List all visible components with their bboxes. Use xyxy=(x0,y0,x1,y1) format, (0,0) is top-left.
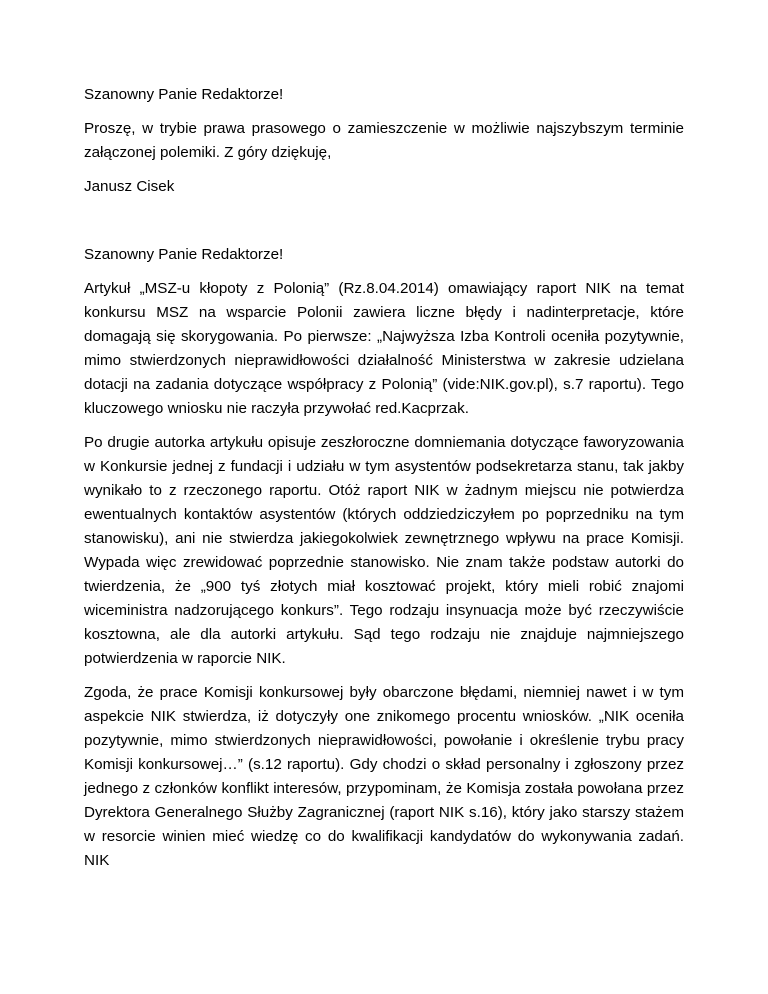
letter1-greeting: Szanowny Panie Redaktorze! xyxy=(84,86,284,103)
letter-separator xyxy=(84,209,684,243)
document-page xyxy=(84,83,684,883)
letter2-paragraph-2: Po drugie autorka artykułu opisuje zeszłoroczne domniemania dotyczące faworyzowania w Konkursie jednej z fundacji i udziału w tym asystentów podsekretarza stanu, tak jakby wynikało to z rzeczonego raportu. Otóż raport NIK w żadnym miejscu nie potwierdza ewentualnych kontaktów asystentów (których oddziedziczyłem po poprzedniku na tym stanowisku), ani nie stwierdza jakiegokolwiek zewnętrznego wpływu na prace Komisji. Wypada więc zrewidować poprzednie stanowisko. Nie znam także podstaw autorki do twierdzenia, że „900 tyś złotych miał kosztować projekt, który mieli robić znajomi wiceministra nadzorującego konkurs”. Tego rodzaju insynuacja może być rzeczywiście kosztowna, ale dla autorki artykułu. Sąd tego rodzaju nie znajduje najmniejszego potwierdzenia w raporcie NIK. xyxy=(84,434,684,667)
letter1-signature: Janusz Cisek xyxy=(84,178,175,195)
letter1-body: Proszę, w trybie prawa prasowego o zamieszczenie w możliwie najszybszym terminie załączonej polemiki. Z góry dziękuję, xyxy=(84,120,684,161)
letter2-greeting: Szanowny Panie Redaktorze! xyxy=(84,246,284,263)
letter2-paragraph-1: Artykuł „MSZ-u kłopoty z Polonią” (Rz.8.04.2014) omawiający raport NIK na temat konkursu MSZ na wsparcie Polonii zawiera liczne błędy i nadinterpretacje, które domagają się skorygowania. Po pierwsze: „Najwyższa Izba Kontroli oceniła pozytywnie, mimo stwierdzonych nieprawidłowości działalność Ministerstwa w zakresie udzielana dotacji na zadania dotyczące współpracy z Polonią” (vide:NIK.gov.pl), s.7 raportu). Tego kluczowego wniosku nie raczyła przywołać red.Kacprzak. xyxy=(84,280,684,417)
letter2-paragraph-3: Zgoda, że prace Komisji konkursowej były obarczone błędami, niemniej nawet i w tym aspekcie NIK stwierdza, iż dotyczyły one znikomego procentu wniosków. „NIK oceniła pozytywnie, mimo stwierdzonych nieprawidłowości, powołanie i określenie trybu pracy Komisji konkursowej…” (s.12 raportu). Gdy chodzi o skład personalny i zgłoszony przez jednego z członków konflikt interesów, przypominam, że Komisja została powołana przez Dyrektora Generalnego Służby Zagranicznej (raport NIK s.16), który jako starszy stażem w resorcie winien mieć wiedzę co do kwalifikacji kandydatów do wykonywania zadań. NIK xyxy=(84,684,684,869)
